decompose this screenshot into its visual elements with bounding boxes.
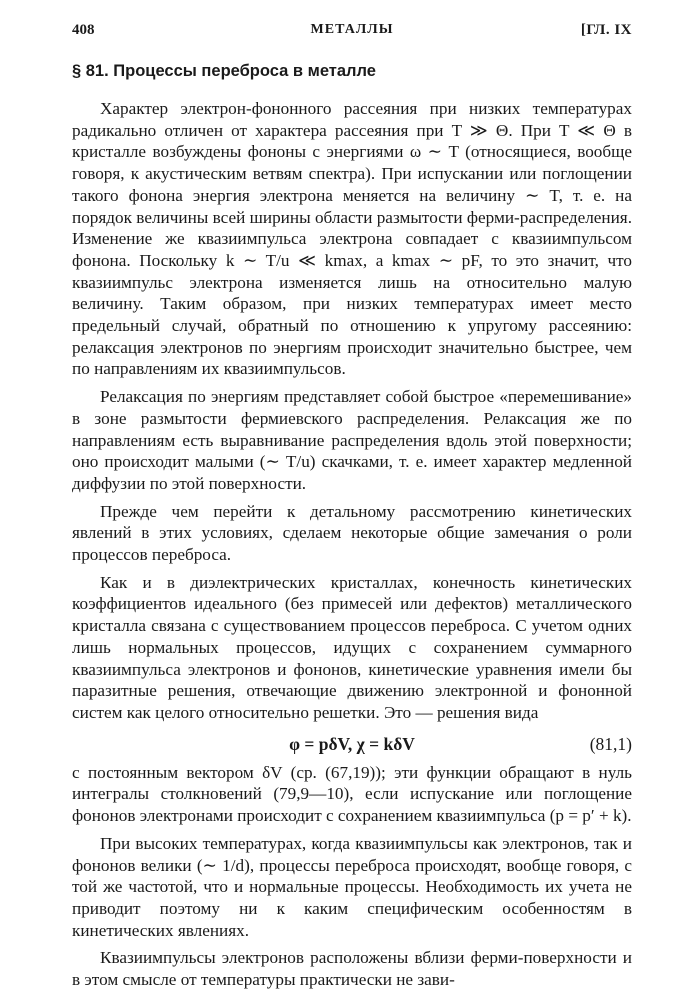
- running-title: МЕТАЛЛЫ: [310, 22, 394, 37]
- equation-number: (81,1): [589, 733, 632, 754]
- paragraph: Характер электрон-фононного рассеяния при низких температурах радикально отличен от характера рассеяния при T ≫ Θ. При T ≪ Θ в кристалле возбуждены фононы с энергиями ω ∼ T (относящиеся, вообще говоря, к акустическим ветвям спектра). При испускании или поглощении такого фонона энергия электрона меняется на величину ∼ T, т. е. на порядок величины всей ширины области размытости ферми-распределения. Изменение же квазиимпульса электрона совпадает с квазиимпульсом фонона. Поскольку k ∼ T/u ≪ kmax, а kmax ∼ pF, то это значит, что квазиимпульс электрона изменяется лишь на относительно малую величину. Таким образом, при низких температурах имеет место предельный случай, обратный по отношению к упругому рассеянию: релаксация электронов по энергиям происходит значительно быстрее, чем по направлениям их квазиимпульсов.: [72, 99, 632, 379]
- paragraph: Прежде чем перейти к детальному рассмотрению кинетических явлений в этих условиях, сделаем некоторые общие замечания о роли процессов переброса.: [72, 501, 632, 565]
- chapter-label: [ГЛ. IX: [580, 22, 632, 38]
- equation-body: φ = pδV, χ = kδV: [289, 733, 415, 754]
- body-text: [72, 98, 632, 997]
- paragraph: Релаксация по энергиям представляет собой быстрое «перемешивание» в зоне размытости фермиевского распределения. Релаксация же по направлениям есть выравнивание распределения вдоль этой поверхности; оно происходит малыми (∼ T/u) скачками, т. е. имеет характер медленной диффузии по этой поверхности.: [72, 387, 632, 493]
- equation-81-1: [72, 730, 632, 758]
- section-heading: § 81. Процессы переброса в металле: [72, 62, 376, 80]
- page-number: 408: [72, 22, 95, 38]
- running-header: [72, 22, 632, 46]
- paragraph: Квазиимпульсы электронов расположены вблизи ферми-поверхности и в этом смысле от температуры практически не зави-: [72, 948, 632, 990]
- paragraph: с постоянным вектором δV (ср. (67,19)); эти функции обращают в нуль интегралы столкновений (79,9—10), если испускание или поглощение фононов электронами происходит с сохранением квазиимпульса (p = p′ + k).: [72, 762, 632, 826]
- paragraph: Как и в диэлектрических кристаллах, конечность кинетических коэффициентов идеального (без примесей или дефектов) металлического кристалла связана с существованием процессов переброса. С учетом одних лишь нормальных процессов, идущих с сохранением суммарного квазиимпульса электронов и фононов, кинетические уравнения имели бы паразитные решения, отвечающие движению электронной и фононной систем как целого относительно решетки. Это — решения вида: [72, 572, 632, 722]
- paragraph: При высоких температурах, когда квазиимпульсы как электронов, так и фононов велики (∼ 1/d), процессы переброса происходят, вообще говоря, с той же частотой, что и нормальные процессы. Необходимость их учета не приводит поэтому ни к каким специфическим особенностям в кинетических явлениях.: [72, 833, 632, 940]
